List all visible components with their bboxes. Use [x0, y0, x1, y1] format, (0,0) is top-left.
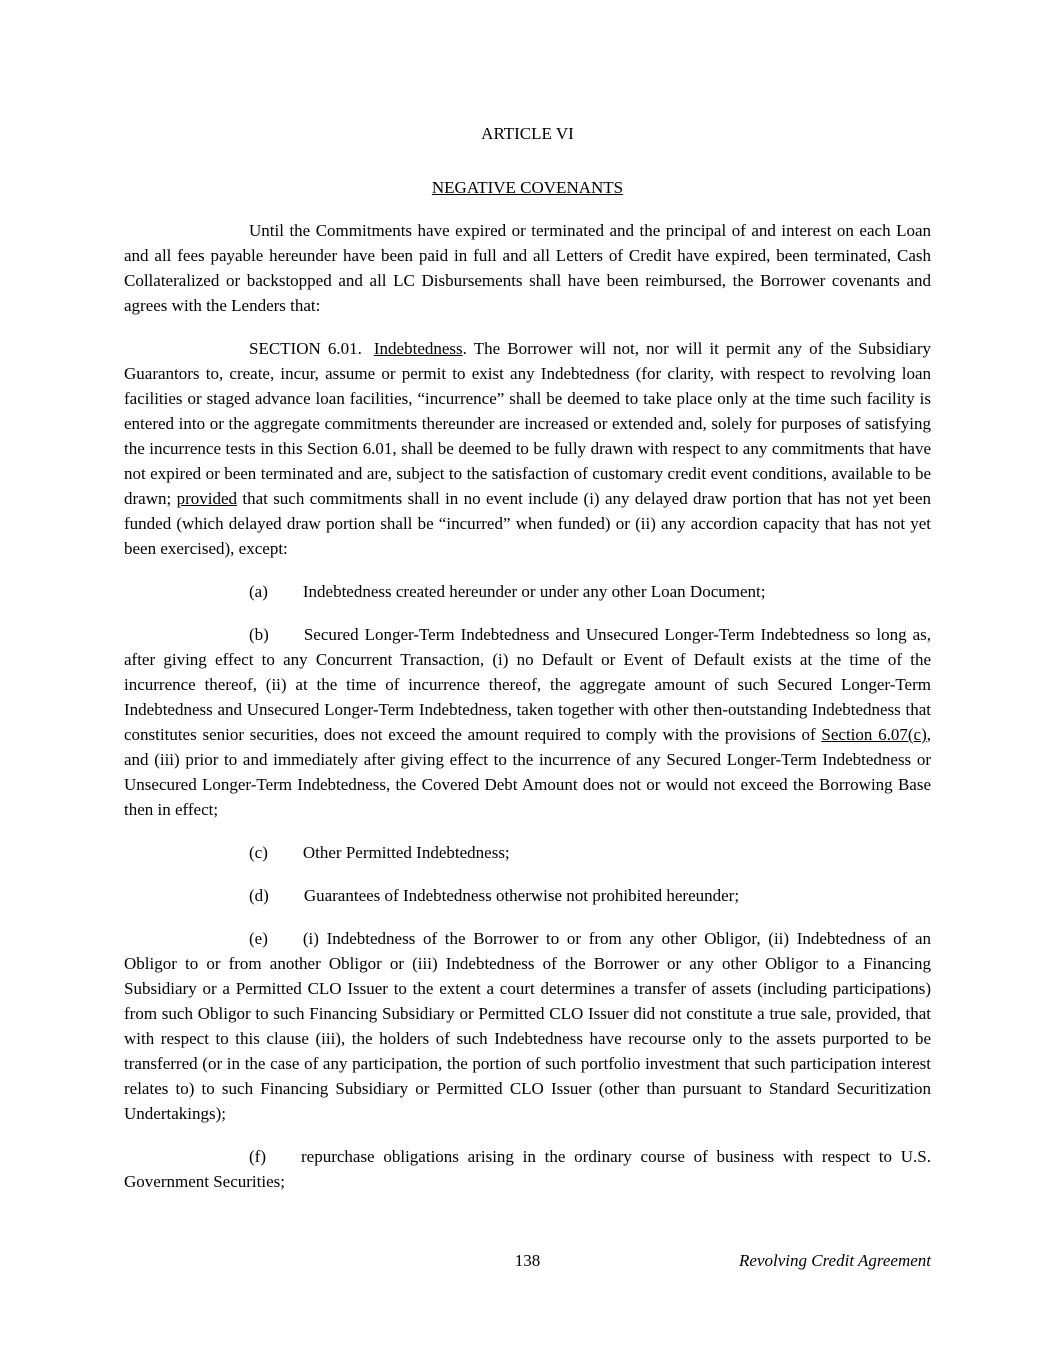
section-heading: NEGATIVE COVENANTS: [431, 178, 624, 197]
text-segment: provided: [176, 489, 237, 508]
text-segment: (f): [249, 1147, 266, 1166]
page-footer: [124, 1248, 931, 1273]
label-gap: [268, 596, 303, 597]
section-6-01-paragraph: [124, 336, 931, 561]
item-c-paragraph: [124, 840, 931, 865]
text-segment: (e): [249, 929, 268, 948]
text-segment: Indebtedness: [373, 339, 463, 358]
text-segment: Secured Longer-Term Indebtedness and Unsecured Longer-Term Indebtedness so long as, after giving effect to any Concurrent Transaction, (i) no Default or Event of Default exists at the time of the incurrence thereof, (ii) at the time of incurrence thereof, the aggregate amount of such Secured Longer-Term Indebtedness and Unsecured Longer-Term Indebtedness, taken together with other then-outstanding Indebtedness that constitutes senior securities, does not exceed the amount required to comply with the provisions of: [124, 625, 931, 744]
text-segment: SECTION 6.01.: [249, 339, 362, 358]
text-segment: (c): [249, 843, 268, 862]
text-segment: (i) Indebtedness of the Borrower to or from any other Obligor, (ii) Indebtedness of an Obligor to or from another Obligor or (iii) Indebtedness of the Borrower or any other Obligor to a Financing Subsidiary or a Permitted CLO Issuer to the extent a court determines a transfer of assets (including participations) from such Obligor to such Financing Subsidiary or Permitted CLO Issuer did not constitute a true sale, provided, that with respect to this clause (iii), the holders of such Indebtedness have recourse only to the assets purported to be transferred (or in the case of any participation, the portion of such portfolio investment that such participation interest relates to) to such Financing Subsidiary or Permitted CLO Issuer (other than pursuant to Standard Securitization Undertakings);: [124, 929, 931, 1123]
label-gap: [269, 639, 304, 640]
label-gap: [266, 1161, 301, 1162]
label-gap: [269, 900, 304, 901]
intro-paragraph: [124, 218, 931, 318]
item-f-paragraph: [124, 1144, 931, 1194]
item-e-paragraph: [124, 926, 931, 1126]
text-segment: Guarantees of Indebtedness otherwise not prohibited hereunder;: [303, 886, 740, 905]
item-d-paragraph: [124, 883, 931, 908]
text-segment: , and (iii) prior to and immediately after giving effect to the incurrence of any Secured Longer-Term Indebtedness or Unsecured Longer-Term Indebtedness, the Covered Debt Amount does not or would not exceed the Borrowing Base then in effect;: [124, 725, 931, 819]
text-segment: Indebtedness created hereunder or under any other Loan Document;: [302, 582, 766, 601]
item-a-paragraph: [124, 579, 931, 604]
label-gap: [268, 857, 303, 858]
document-content: [124, 121, 931, 1194]
text-segment: (d): [249, 886, 269, 905]
item-b-paragraph: [124, 622, 931, 822]
footer-document-title: Revolving Credit Agreement: [739, 1251, 931, 1270]
text-segment: repurchase obligations arising in the ordinary course of business with respect to U.S. Government Securities;: [124, 1147, 931, 1191]
article-heading: ARTICLE VI: [481, 124, 574, 143]
document-body: [124, 218, 931, 1194]
text-segment: Section 6.07(c): [821, 725, 927, 744]
text-segment: Until the Commitments have expired or terminated and the principal of and interest on each Loan and all fees payable hereunder have been paid in full and all Letters of Credit have expired, been terminated, Cash Collateralized or backstopped and all LC Disbursements shall have been reimbursed, the Borrower covenants and agrees with the Lenders that:: [124, 221, 931, 315]
text-segment: Other Permitted Indebtedness;: [302, 843, 510, 862]
label-gap: [268, 943, 303, 944]
text-segment: . The Borrower will not, nor will it permit any of the Subsidiary Guarantors to, create, incur, assume or permit to exist any Indebtedness (for clarity, with respect to revolving loan facilities or staged advance loan facilities, “incurrence” shall be deemed to take place only at the time such facility is entered into or the aggregate commitments thereunder are increased or extended and, solely for purposes of satisfying the incurrence tests in this Section 6.01, shall be deemed to be fully drawn with respect to any commitments that have not expired or been terminated and are, subject to the satisfaction of customary credit event conditions, available to be drawn;: [124, 339, 931, 508]
text-segment: that such commitments shall in no event include (i) any delayed draw portion that has not yet been funded (which delayed draw portion shall be “incurred” when funded) or (ii) any accordion capacity that has not yet been exercised), except:: [124, 489, 931, 558]
label-gap: [362, 353, 374, 354]
text-segment: (a): [249, 582, 268, 601]
text-segment: (b): [249, 625, 269, 644]
page-number: 138: [514, 1251, 541, 1270]
